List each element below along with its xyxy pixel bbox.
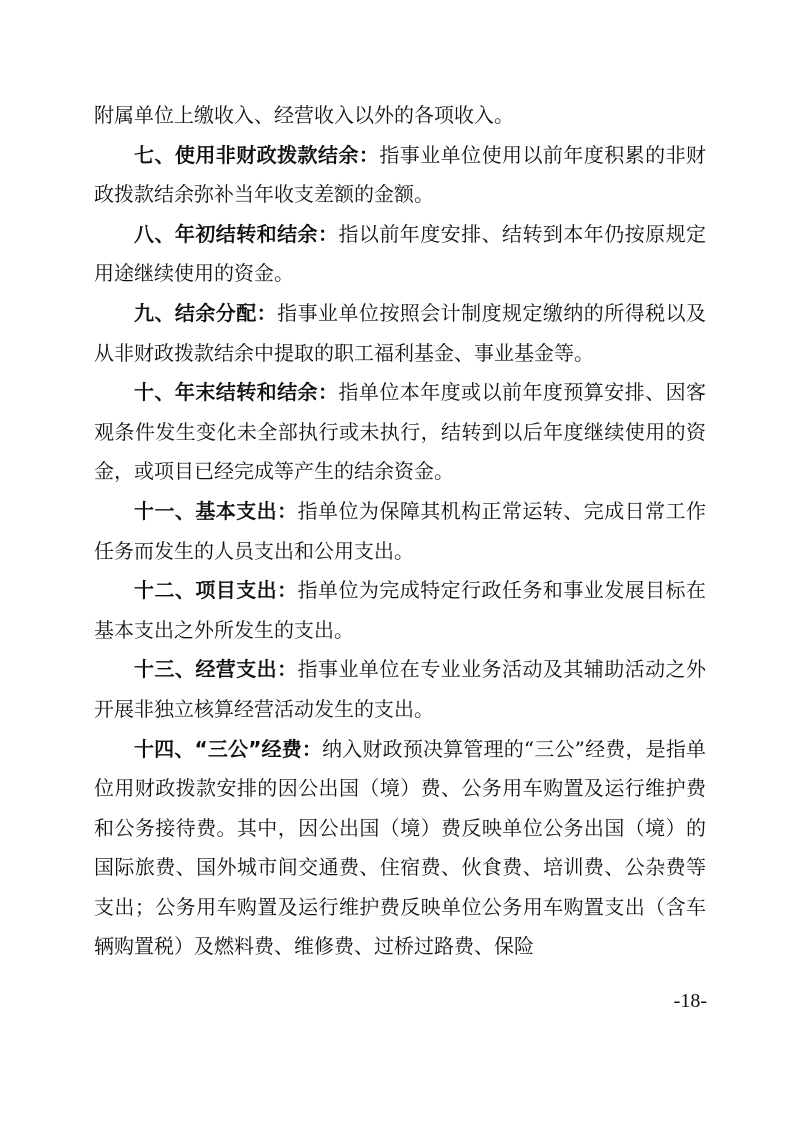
term-heading: 十、年末结转和结余： [134, 380, 339, 405]
term-heading: 十二、项目支出： [134, 578, 298, 603]
term-heading: 九、结余分配： [134, 300, 278, 325]
paragraph-item-8 [94, 215, 706, 294]
paragraph-text: 纳入财政预决算管理的“三公”经费，是指单位用财政拨款安排的因公出国（境）费、公务用车购置及运行维护费和公务接待费。其中，因公出国（境）费反映单位公务出国（境）的国际旅费、国外城市间交通费、住宿费、伙食费、培训费、公杂费等支出；公务用车购置及运行维护费反映单位公务用车购置支出（含车辆购置税）及燃料费、维修费、过桥过路费、保险 [94, 736, 706, 959]
term-heading: 十四、“三公”经费： [134, 736, 323, 761]
paragraph-item-11 [94, 492, 706, 571]
paragraph-text: 指单位为保障其机构正常运转、完成日常工作任务而发生的人员支出和公用支出。 [94, 498, 707, 563]
paragraph-continuation [94, 96, 706, 136]
paragraph-item-9 [94, 294, 706, 373]
paragraph-text: 指单位为完成特定行政任务和事业发展目标在基本支出之外所发生的支出。 [94, 578, 707, 642]
paragraph-item-14 [94, 730, 706, 968]
term-heading: 十三、经营支出： [134, 657, 298, 682]
paragraph-item-7 [94, 136, 706, 215]
paragraph-text: 指事业单位按照会计制度规定缴纳的所得税以及从非财政拨款结余中提取的职工福利基金、事业基金等。 [94, 300, 707, 365]
paragraph-text: 指事业单位使用以前年度积累的非财政拨款结余弥补当年收支差额的金额。 [94, 142, 707, 207]
paragraph-item-12 [94, 571, 706, 650]
paragraph-text: 指事业单位在专业业务活动及其辅助活动之外开展非独立核算经营活动发生的支出。 [94, 657, 707, 721]
page-number: -18- [673, 990, 707, 1012]
paragraph-text: 附属单位上缴收入、经营收入以外的各项收入。 [94, 103, 514, 127]
document-body [94, 96, 706, 967]
paragraph-text: 指以前年度安排、结转到本年仍按原规定用途继续使用的资金。 [94, 221, 707, 286]
paragraph-item-13 [94, 650, 706, 729]
paragraph-text: 指单位本年度或以前年度预算安排、因客观条件发生变化未全部执行或未执行，结转到以后年度继续使用的资金，或项目已经完成等产生的结余资金。 [94, 380, 707, 484]
term-heading: 七、使用非财政拨款结余： [134, 142, 380, 167]
term-heading: 十一、基本支出： [134, 498, 298, 523]
term-heading: 八、年初结转和结余： [134, 221, 339, 246]
paragraph-item-10 [94, 373, 706, 492]
